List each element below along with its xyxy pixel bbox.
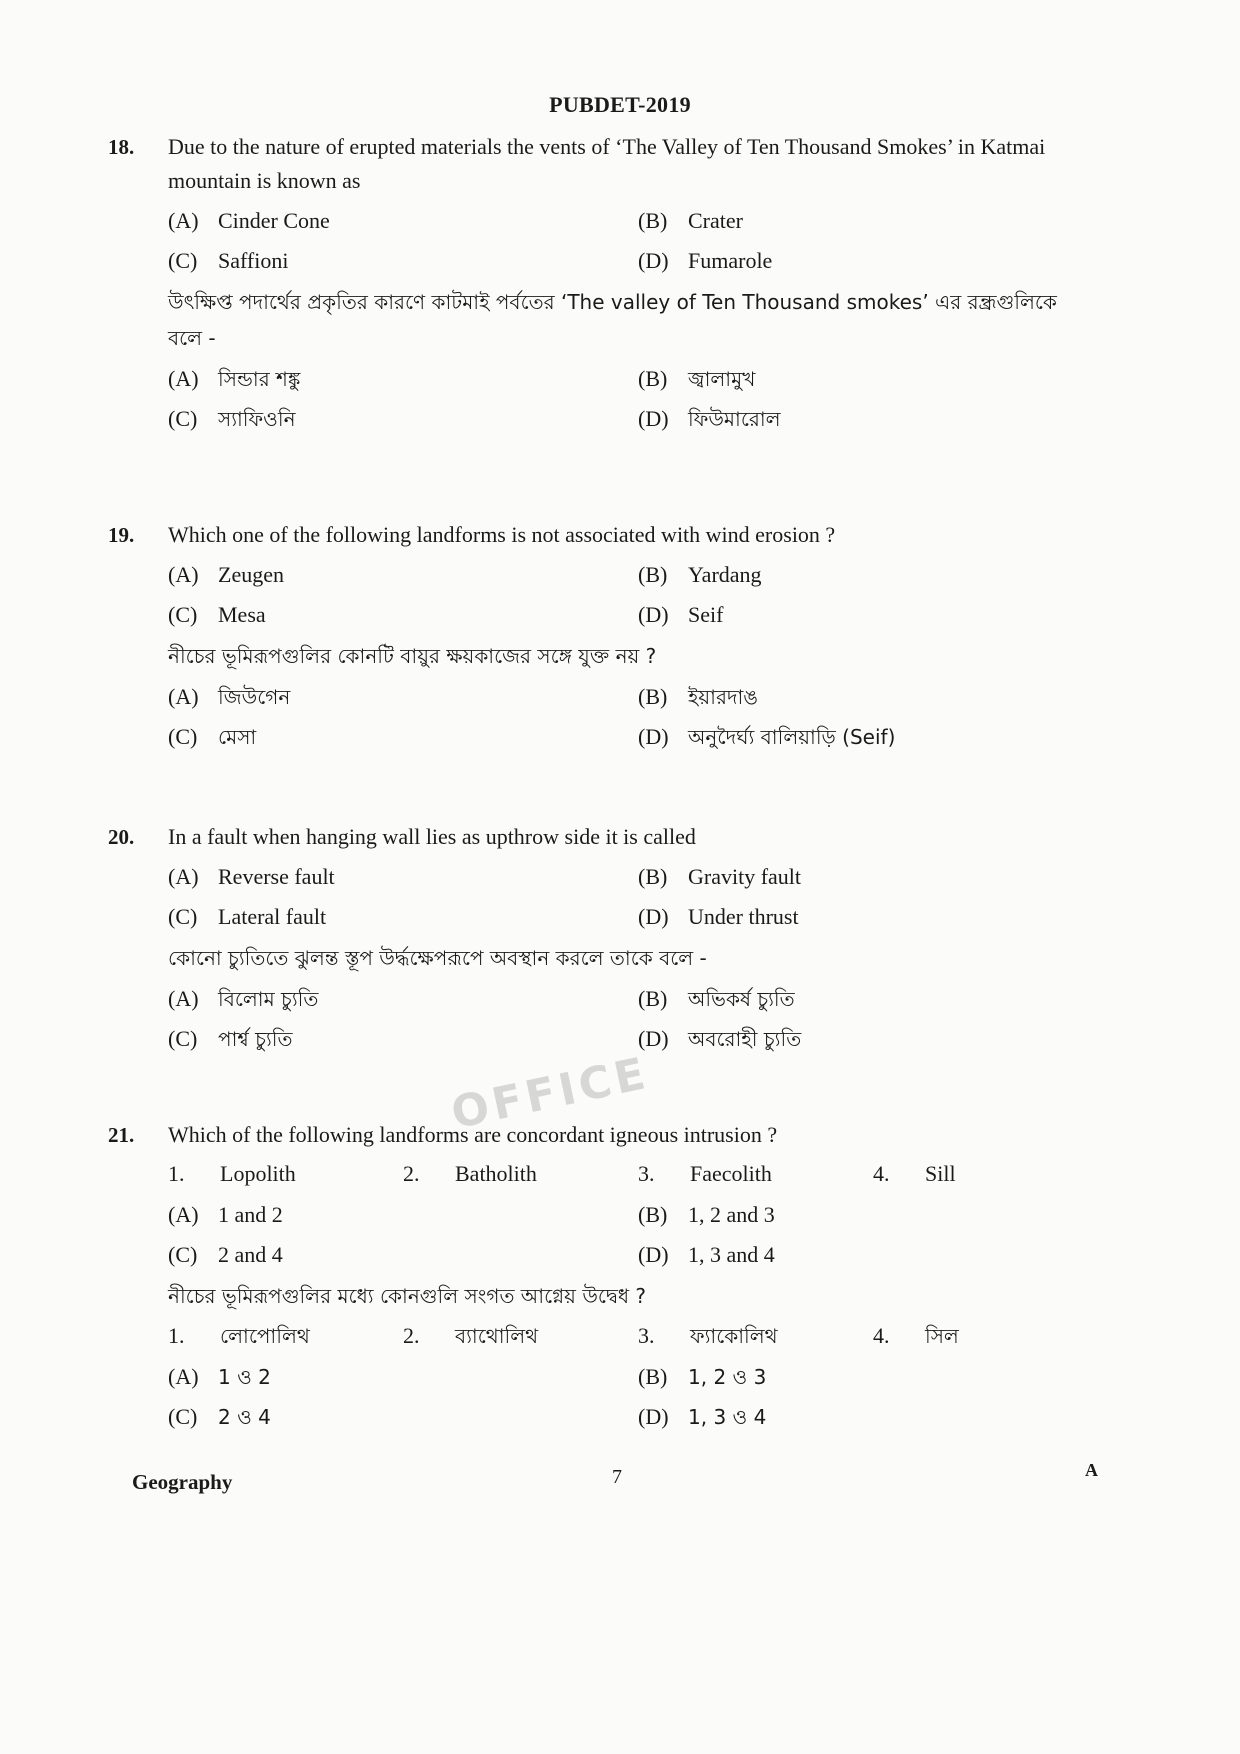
option-d-bengali: (D) ফিউমারোল	[638, 406, 781, 431]
option-b-bengali: (B) ইয়ারদাঙ	[638, 684, 758, 709]
option-a: (A) Zeugen	[168, 562, 284, 587]
option-c-bengali: (C) স্যাফিওনি	[168, 406, 296, 431]
options-bengali	[168, 1360, 1088, 1434]
subject-label: Geography	[132, 1470, 233, 1494]
option-c: (C) Mesa	[168, 602, 266, 627]
option-c: (C) Lateral fault	[168, 904, 327, 929]
option-b-bengali: (B) জ্বালামুখ	[638, 366, 756, 391]
option-a-bengali: (A) সিন্ডার শঙ্কু	[168, 366, 301, 391]
option-a-bengali: (A) বিলোম চ্যুতি	[168, 986, 319, 1011]
set-code: A	[1085, 1460, 1098, 1480]
option-d-bengali: (D) অনুদৈর্ঘ্য বালিয়াড়ি (Seif)	[638, 724, 896, 749]
option-b-bengali: (B) অভিকর্ষ চ্যুতি	[638, 986, 795, 1011]
question-21	[108, 1118, 1088, 1434]
options-english	[168, 860, 1088, 934]
option-d: (D) Seif	[638, 602, 724, 627]
option-d: (D) Under thrust	[638, 904, 799, 929]
options-english	[168, 1198, 1088, 1272]
question-number: 21.	[108, 1123, 135, 1147]
items-english	[168, 1156, 1088, 1192]
option-a: (A) Reverse fault	[168, 864, 335, 889]
option-c-bengali: (C) 2 ও 4	[168, 1404, 271, 1429]
item-1: 1. Lopolith	[168, 1161, 296, 1186]
page-number: 7	[612, 1466, 622, 1488]
options-english	[168, 558, 1088, 632]
question-stem: Which one of the following landforms is not associated with wind erosion ?	[168, 522, 836, 547]
option-a: (A) 1 and 2	[168, 1202, 283, 1227]
options-bengali	[168, 680, 1088, 754]
item-1-bengali: 1. লোপোলিথ	[168, 1323, 310, 1348]
question-18	[108, 130, 1088, 436]
option-c: (C) 2 and 4	[168, 1242, 283, 1267]
option-b: (B) Gravity fault	[638, 864, 802, 889]
item-2-bengali: 2. ব্যাথোলিথ	[403, 1323, 539, 1348]
question-stem-bengali: নীচের ভূমিরূপগুলির মধ্যে কোনগুলি সংগত আগ্নেয় উদ্বেধ ?	[168, 1284, 647, 1308]
option-b-bengali: (B) 1, 2 ও 3	[638, 1364, 767, 1389]
question-number: 19.	[108, 523, 135, 547]
options-english	[168, 204, 1088, 278]
option-c-bengali: (C) মেসা	[168, 724, 257, 749]
options-bengali	[168, 982, 1088, 1056]
question-20	[108, 820, 1088, 1056]
option-d: (D) 1, 3 and 4	[638, 1242, 775, 1267]
option-a-bengali: (A) 1 ও 2	[168, 1364, 271, 1389]
option-c: (C) Saffioni	[168, 248, 289, 273]
item-4: 4. Sill	[873, 1161, 956, 1186]
option-d-bengali: (D) 1, 3 ও 4	[638, 1404, 767, 1429]
option-b: (B) 1, 2 and 3	[638, 1202, 775, 1227]
question-stem: In a fault when hanging wall lies as upthrow side it is called	[168, 824, 696, 849]
option-b: (B) Yardang	[638, 562, 762, 587]
option-a: (A) Cinder Cone	[168, 208, 330, 233]
option-d: (D) Fumarole	[638, 248, 773, 273]
item-3: 3. Faecolith	[638, 1161, 772, 1186]
question-stem: Due to the nature of erupted materials the vents of ‘The Valley of Ten Thousand Smokes’ in Katmai mountain is known as	[168, 134, 1046, 193]
watermark-stamp: OFFICE	[446, 1047, 654, 1140]
question-number: 20.	[108, 825, 135, 849]
option-d-bengali: (D) অবরোহী চ্যুতি	[638, 1026, 802, 1051]
question-19	[108, 518, 1088, 754]
question-stem: Which of the following landforms are concordant igneous intrusion ?	[168, 1122, 778, 1147]
exam-title: PUBDET-2019	[549, 92, 691, 117]
options-bengali	[168, 362, 1088, 436]
question-stem-bengali: উৎক্ষিপ্ত পদার্থের প্রকৃতির কারণে কাটমাই পর্বতের ‘The valley of Ten Thousand smokes’ এর রন্ধ্রগুলিকে বলে -	[168, 290, 1057, 350]
items-bengali	[168, 1318, 1088, 1354]
question-number: 18.	[108, 135, 135, 159]
item-3-bengali: 3. ফ্যাকোলিথ	[638, 1323, 778, 1348]
option-c-bengali: (C) পার্শ্ব চ্যুতি	[168, 1026, 293, 1051]
question-stem-bengali: নীচের ভূমিরূপগুলির কোনটি বায়ুর ক্ষয়কাজের সঙ্গে যুক্ত নয় ?	[168, 644, 657, 668]
question-stem-bengali: কোনো চ্যুতিতে ঝুলন্ত স্তূপ উর্দ্ধক্ষেপরূপে অবস্থান করলে তাকে বলে -	[168, 946, 707, 970]
item-4-bengali: 4. সিল	[873, 1323, 959, 1348]
option-b: (B) Crater	[638, 208, 743, 233]
option-a-bengali: (A) জিউগেন	[168, 684, 291, 709]
item-2: 2. Batholith	[403, 1161, 537, 1186]
